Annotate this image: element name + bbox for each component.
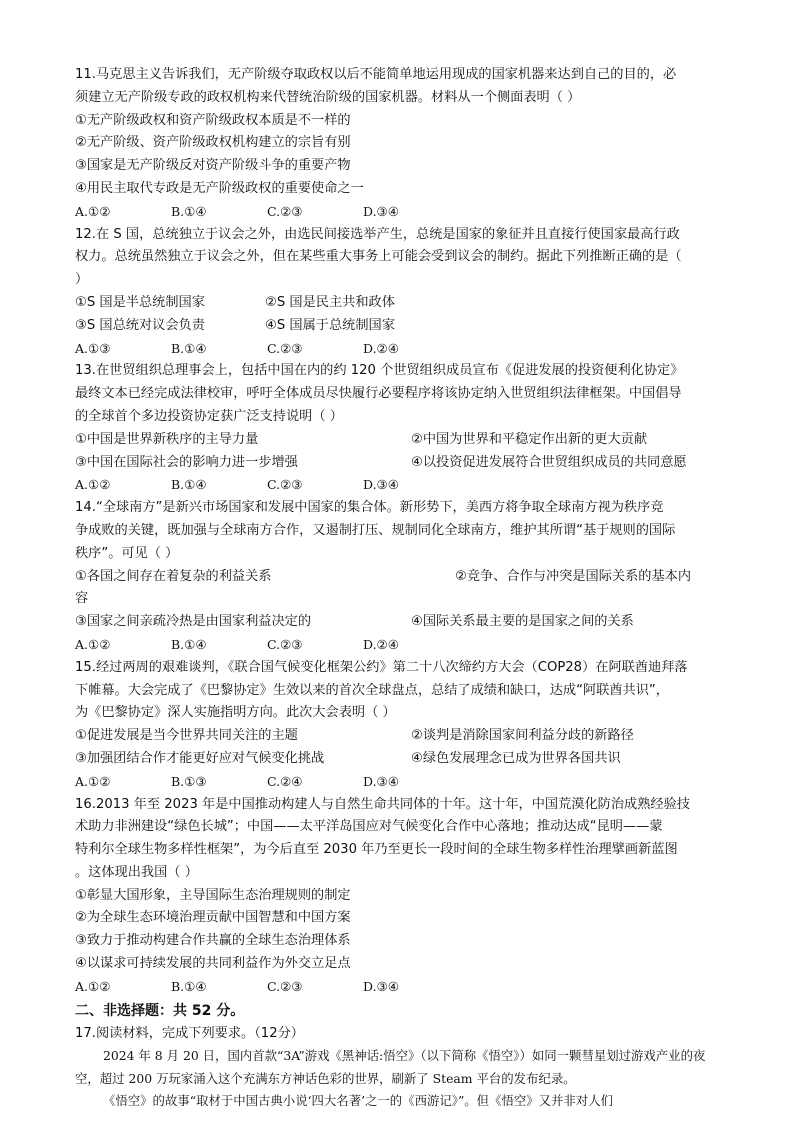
answer-choices (75, 338, 723, 361)
statement: ①无产阶级政权和资产阶级政权本质是不一样的 (75, 112, 351, 128)
question-stem: 最终文本已经完成法律校审，呼吁全体成员尽快履行必要程序将该协定纳入世贸组织法律框架。中国倡导 (75, 386, 682, 402)
choice-b: B.①④ (171, 477, 207, 493)
question-15 (75, 657, 723, 794)
statement-row (75, 725, 723, 748)
statement-row (75, 315, 723, 338)
statement: ④绿色发展理念已成为世界各国共识 (411, 750, 621, 766)
answer-choices (75, 201, 723, 224)
statement: ③国家之间亲疏冷热是由国家利益决定的 (75, 614, 312, 630)
statement: ④以谋求可持续发展的共同利益作为外交立足点 (75, 956, 351, 972)
statement: ①各国之间存在着复杂的利益关系 (75, 568, 272, 584)
statement: ③加强团结合作才能更好应对气候变化挑战 (75, 750, 325, 766)
question-stem: 特利尔全球生物多样性框架”，为今后直至 2030 年乃至更长一段时间的全球生物多样性治理擘画新蓝图 (75, 842, 678, 858)
choice-d: D.③④ (363, 477, 399, 493)
statement: ③国家是无产阶级反对资产阶级斗争的重要产物 (75, 158, 351, 174)
statement: ②为全球生态环境治理贡献中国智慧和中国方案 (75, 910, 351, 926)
question-14 (75, 497, 723, 657)
statement: ①S 国是半总统制国家 (75, 294, 205, 310)
choice-d: D.③④ (363, 203, 399, 219)
statement-row (75, 748, 723, 771)
material-paragraph: 2024 年 8 月 20 日，国内首款“3A”游戏《黑神话:悟空》（以下简称《悟空》）如同一颗彗星划过游戏产业的夜空，超过 200 万玩家涌入这个充满东方神话色彩的世界，刷新了 Steam 平台的发布纪录。 (75, 1048, 706, 1086)
choice-d: D.③④ (363, 773, 399, 789)
choice-d: D.②④ (363, 636, 399, 652)
choice-b: B.①④ (171, 636, 207, 652)
statement-row (75, 292, 723, 315)
question-stem: 术助力非洲建设“绿色长城”；中国——太平洋岛国应对气候变化合作中心落地；推动达成“昆明——蒙 (75, 819, 663, 835)
question-stem: 11.马克思主义告诉我们，无产阶级夺取政权以后不能简单地运用现成的国家机器来达到自己的目的，必 (75, 67, 677, 82)
choice-c: C.②③ (267, 636, 303, 652)
answer-choices (75, 976, 723, 999)
statement: ④以投资促进发展符合世贸组织成员的共同意愿 (411, 454, 687, 470)
statement-row (75, 429, 723, 452)
choice-b: B.①④ (171, 203, 207, 219)
answer-choices (75, 634, 723, 657)
statement: ①彰显大国形象，主导国际生态治理规则的制定 (75, 887, 351, 903)
statement-row (75, 611, 723, 634)
question-stem: 的全球首个多边投资协定获广泛支持说明（ ） (75, 408, 343, 424)
question-stem: 为《巴黎协定》深人实施指明方向。此次大会表明（ ） (75, 705, 396, 721)
question-stem: 16.2013 年至 2023 年是中国推动构建人与自然生命共同体的十年。这十年，中国荒漠化防治成熟经验技 (75, 796, 690, 812)
statement: ①中国是世界新秩序的主导力量 (75, 431, 259, 447)
choice-c: C.②③ (267, 477, 303, 493)
statement: ②谈判是消除国家间利益分歧的新路径 (411, 728, 634, 744)
question-stem: 14.“全球南方”是新兴市场国家和发展中国家的集合体。新形势下，美西方将争取全球南方视为秩序竞 (75, 500, 664, 516)
choice-c: C.②④ (267, 773, 303, 789)
statement: ③致力于推动构建合作共赢的全球生态治理体系 (75, 933, 351, 949)
question-12 (75, 224, 723, 361)
question-11 (75, 64, 723, 224)
material-paragraph: 《悟空》的故事“取材于中国古典小说‘四大名著’之一的《西游记》”。但《悟空》又并非对人们 (103, 1093, 613, 1109)
question-stem: 15.经过两周的艰难谈判，《联合国气候变化框架公约》第二十八次缔约方大会（COP28）在阿联酋迪拜落 (75, 659, 688, 675)
question-stem: 秩序”。可见（ ） (75, 545, 179, 561)
statement: ②S 国是民主共和政体 (265, 294, 395, 310)
answer-choices (75, 771, 723, 794)
statement: ④S 国属于总统制国家 (265, 317, 395, 333)
statement: ③S 国总统对议会负责 (75, 317, 205, 333)
statement: ②无产阶级、资产阶级政权机构建立的宗旨有别 (75, 135, 351, 151)
choice-b: B.①④ (171, 340, 207, 356)
choice-b: B.①④ (171, 978, 207, 994)
statement: ②竞争、合作与冲突是国际关系的基本内 (455, 568, 692, 584)
statement-continuation: 容 (75, 591, 89, 607)
choice-c: C.②③ (267, 978, 303, 994)
question-stem: 须建立无产阶级专政的政权机构来代替统治阶级的国家机器。材料从一个侧面表明（ ） (75, 89, 581, 105)
question-13 (75, 360, 723, 497)
statement: ④用民主取代专政是无产阶级政权的重要使命之一 (75, 180, 364, 196)
question-stem: 下帷幕。大会完成了《巴黎协定》生效以来的首次全球盘点，总结了成绩和缺口，达成“阿联酋共识”， (75, 682, 669, 698)
choice-a: A.①② (75, 636, 111, 652)
choice-c: C.②③ (267, 203, 303, 219)
question-stem: 权力。总统虽然独立于议会之外，但在某些重大事务上可能会受到议会的制约。据此下列推断正确的是（ (75, 249, 682, 265)
choice-a: A.①② (75, 477, 111, 493)
question-16 (75, 794, 723, 999)
statement: ③中国在国际社会的影响力进一步增强 (75, 454, 298, 470)
question-17 (75, 1023, 723, 1113)
choice-a: A.①② (75, 978, 111, 994)
choice-b: B.①③ (171, 773, 207, 789)
statement: ②中国为世界和平稳定作出新的更大贡献 (411, 431, 648, 447)
question-stem: 17.阅读材料，完成下列要求。（12分） (75, 1025, 304, 1041)
statement: ①促进发展是当今世界共同关注的主题 (75, 728, 298, 744)
question-stem: 13.在世贸组织总理事会上，包括中国在内的约 120 个世贸组织成员宣布《促进发展的投资便利化协定》 (75, 363, 684, 379)
question-stem: 。这体现出我国（ ） (75, 864, 198, 880)
choice-a: A.①② (75, 773, 111, 789)
section-heading: 二、非选择题：共 52 分。 (75, 1002, 245, 1019)
question-stem: ） (75, 272, 89, 288)
question-stem: 12.在 S 国，总统独立于议会之外，由选民间接选举产生，总统是国家的象征并且直接行使国家最高行政 (75, 226, 680, 242)
choice-a: A.①③ (75, 340, 111, 356)
choice-c: C.②③ (267, 340, 303, 356)
statement: ④国际关系最主要的是国家之间的关系 (411, 614, 634, 630)
choice-d: D.②④ (363, 340, 399, 356)
statement-row (75, 452, 723, 475)
choice-d: D.③④ (363, 978, 399, 994)
choice-a: A.①② (75, 203, 111, 219)
statement-row (75, 566, 723, 589)
exam-page (75, 64, 723, 1113)
answer-choices (75, 474, 723, 497)
question-stem: 争成败的关键，既加强与全球南方合作，又遏制打压、规制同化全球南方，维护其所谓“基于规则的国际 (75, 522, 676, 538)
